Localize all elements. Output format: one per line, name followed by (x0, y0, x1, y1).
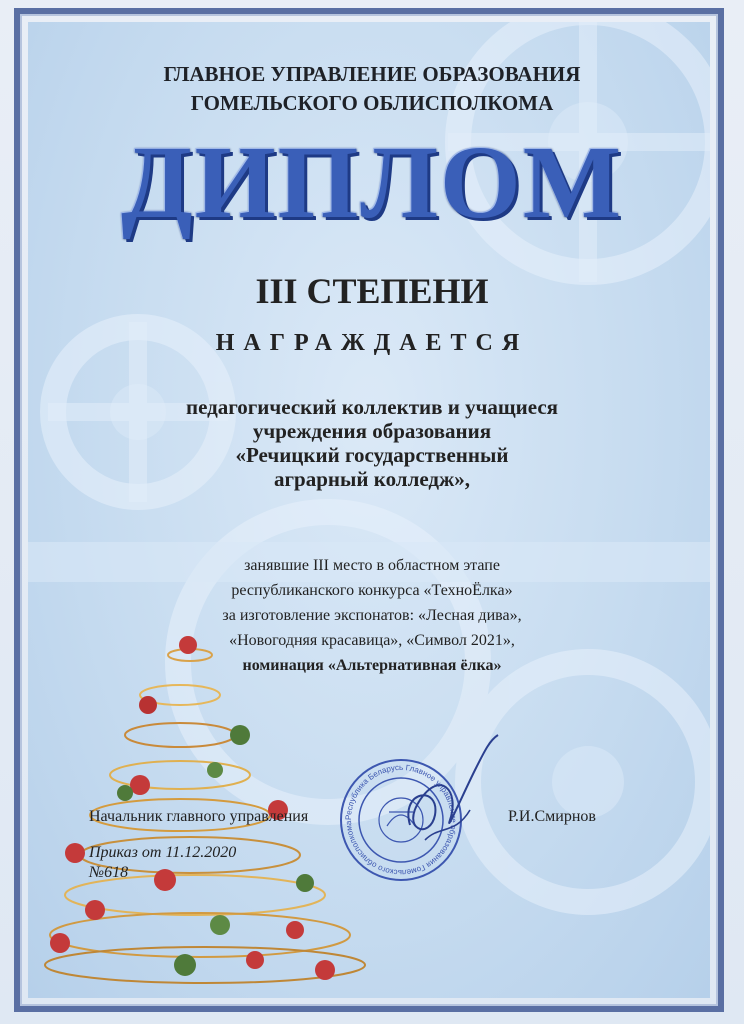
diploma-degree: III СТЕПЕНИ (255, 271, 489, 311)
issuer-heading (0, 60, 744, 118)
description-line-1: занявшие III место в областном этапе (244, 557, 500, 574)
order-line-2: №618 (89, 864, 129, 881)
issuer-line-1: ГЛАВНОЕ УПРАВЛЕНИЕ ОБРАЗОВАНИЯ (163, 62, 581, 86)
handwritten-signature (380, 730, 520, 860)
description-line-2: республиканского конкурса «ТехноЁлка» (231, 582, 513, 599)
stamp-text: Республика Беларусь Главное управление образования Гомельского облисполкома (343, 762, 459, 878)
diploma-title: ДИПЛОМ (121, 125, 623, 240)
recipient-line-1: педагогический коллектив и учащиеся (185, 395, 559, 419)
recipient-block (0, 395, 744, 491)
recipient-line-2: учреждения образования (252, 419, 492, 443)
order-line-1: Приказ от 11.12.2020 (89, 844, 237, 861)
description-line-4: «Новогодняя красавица», «Символ 2021», (229, 632, 515, 649)
recipient-line-3: «Речицкий государственный (235, 443, 509, 467)
nomination-line: номинация «Альтернативная ёлка» (242, 657, 502, 674)
awarded-label: НАГРАЖДАЕТСЯ (215, 330, 529, 356)
description-line-3: за изготовление экспонатов: «Лесная дива», (222, 607, 522, 624)
signatory-position: Начальник главного управления (89, 808, 309, 825)
recipient-line-4: аграрный колледж», (274, 467, 470, 491)
issuer-line-2: ГОМЕЛЬСКОГО ОБЛИСПОЛКОМА (190, 91, 554, 115)
order-reference (89, 843, 236, 883)
signatory-name: Р.И.Смирнов (508, 808, 596, 825)
